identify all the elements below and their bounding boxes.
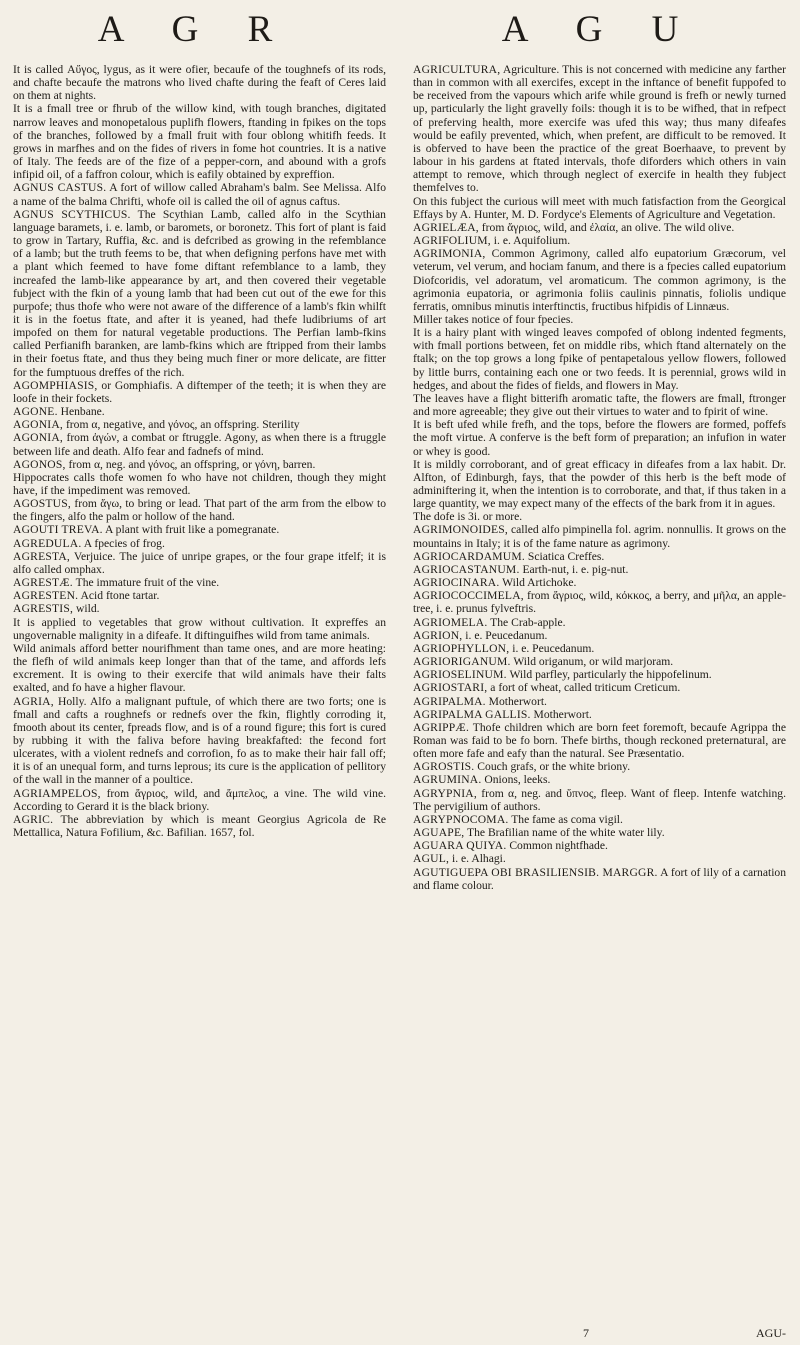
dictionary-entry [413, 563, 786, 576]
dictionary-entry [13, 379, 386, 405]
dictionary-entry [413, 760, 786, 773]
entry-text: Wild animals afford better nourifhment than tame ones, and are more heating: the flefh of wild animals keep longer than that of the tame, and affords lefs excrement. It is owing to their exercife that wild animals have their falts exalted, and fo have a higher flavour. [13, 641, 386, 695]
dictionary-entry [13, 431, 386, 457]
entry-headword: AGOSTUS, [13, 497, 71, 511]
entry-headword: AGOUTI TREVA. [13, 523, 103, 537]
entry-text: from ἄγριος, wild, and ἐλαία, an olive. The wild olive. [481, 220, 735, 234]
dictionary-entry [413, 326, 786, 392]
entry-text: i. e. Peucedanum. [465, 628, 548, 642]
dictionary-entry [413, 642, 786, 655]
entry-text: Wild origanum, or wild marjoram. [513, 655, 674, 669]
entry-text: called alfo pimpinella fol. agrim. nonnullis. It grows on the mountains in Italy; it is of the fame nature as agrimony. [413, 523, 786, 550]
dictionary-entry [13, 787, 386, 813]
entry-text: Thofe children which are born feet foremoft, becaufe Agrippa the Roman was faid to be fo born. Thefe births, though reckoned preternatural, are often more fafe and eafy than the natural. See Præsentatio. [413, 720, 786, 761]
dictionary-entry [413, 221, 786, 234]
page-footer [413, 1326, 786, 1342]
dictionary-entry [413, 839, 786, 852]
dictionary-entry [413, 247, 786, 313]
dictionary-entry [413, 681, 786, 694]
entry-headword: AGNUS SCYTHICUS. [13, 207, 131, 221]
dictionary-entry [13, 405, 386, 418]
entry-headword: AGRUMINA. [413, 773, 482, 787]
entry-text: It is a fmall tree or fhrub of the willow kind, with tough branches, digitated narrow leaves and monopetalous puplifh flowers, ftanding in fpikes on the tops of the branches, followed by a fmall fruit with four oblong whitifh feeds. It grows in marfhes and on the fides of rivers in fome hot countries. It is a native of Italy. The feeds are of the fize of a pepper-corn, and abound with a grofs infipid oil, of a faffron colour, which is eafily obtained by expreffion. [13, 102, 386, 182]
entry-headword: AGRESTÆ. [13, 576, 73, 590]
dictionary-entry [13, 616, 386, 642]
entry-text: Common nightfhade. [509, 839, 608, 853]
entry-headword: AGRYPNIA, [413, 786, 477, 800]
dictionary-entry [13, 181, 386, 207]
entry-text: A plant with fruit like a pomegranate. [105, 523, 280, 537]
entry-text: The Crab-apple. [490, 615, 566, 629]
entry-headword: AGRIOCASTANUM. [413, 562, 520, 576]
entry-text: Agriculture. This is not concerned with medicine any farther than in common with all exercifes, except in the inftance of benefit fuppofed to be received from the vapours which arife while ground is frefh or newly turned up, particularly the light gravelly foils: though it is to be wifhed, that in refpect of preferving health, more exercife was ufed this way; thus many difeafes would be eafily prevented, which, when prefent, are difficult to be removed. It is obferved to have been the practice of the great Boerhaave, to prevent by labour in his gardens at ftated intervals, thofe diforders which others in vain attempt to remove, which through neglect of exercife in health they fubject themfelves to. [413, 63, 786, 195]
catchword: AGU- [756, 1326, 786, 1340]
entry-text: from ἄγριος, wild, κόκκος, a berry, and μῆλα, an apple-tree, i. e. prunus fylveftris. [413, 589, 786, 616]
entry-text: A fpecies of frog. [83, 536, 165, 550]
entry-headword: AGRICULTURA, [413, 63, 501, 76]
entry-text: Hippocrates calls thofe women fo who have not children, though they might have, if the impediment was removed. [13, 470, 386, 497]
entry-text: It is mildly corroborant, and of great efficacy in difeafes from a lax habit. Dr. Alfton, of Edinburgh, fays, that the powder of this herb is the beft mode of adminiftering it, when the intention is to corroborate, and that, if thus taken in a large quantity, we may expect many of the effects of the bark from it in agues. [413, 457, 786, 511]
entry-text: Couch grafs, or the white briony. [477, 760, 631, 774]
dictionary-entry [13, 813, 386, 839]
dictionary-entry [13, 589, 386, 602]
entry-text: Motherwort. [533, 707, 592, 721]
running-header [0, 8, 800, 48]
entry-headword: AGOMPHIASIS, [13, 378, 98, 392]
entry-text: Miller takes notice of four fpecies. [413, 312, 574, 326]
dictionary-entry [413, 721, 786, 760]
entry-headword: AGNUS CASTUS. [13, 181, 107, 195]
entry-text: The leaves have a flight bitterifh aromatic tafte, the flowers are fmall, ftronger and more agreeable; they give out their virtues to water and to fpirit of wine. [413, 391, 786, 419]
dictionary-entry [413, 866, 786, 892]
dictionary-entry [413, 773, 786, 786]
dictionary-entry [13, 695, 386, 787]
dictionary-entry [413, 234, 786, 247]
entry-headword: AGRIOMELA. [413, 615, 488, 629]
entry-text: or Gomphiafis. A diftemper of the teeth; it is when they are loofe in their fockets. [13, 378, 386, 405]
left-column [13, 63, 386, 1335]
entry-text: Holly. Alfo a malignant puftule, of which there are two forts; one is fmall and cafts a roughnefs or rednefs over the fkin, flightly corroding it, fmooth about its center, fpreads flow, and is of a round figure; this fort is cured by rubbing it with the faliva before having breakfafted: the fecond fort ulcerates, with a violent rednefs and corrofion, fo as to make their hair fall off; it is of an unequal form, and turns leprous; its cure is the application of pellitory of the wall in the manner of a poultice. [13, 694, 386, 787]
entry-text: Verjuice. The juice of unripe grapes, or the four grape itfelf; it is alfo called omphax. [13, 549, 386, 576]
dictionary-entry [13, 523, 386, 536]
entry-text: i. e. Alhagi. [452, 852, 506, 866]
dictionary-entry [413, 418, 786, 457]
dictionary-entry [413, 708, 786, 721]
entry-text: On this fubject the curious will meet with much fatisfaction from the Georgical Effays by A. Hunter, M. D. Fordyce's Elements of Agriculture and Vegetation. [413, 194, 786, 221]
dictionary-entry [413, 852, 786, 865]
entry-headword: AGRYPNOCOMA. [413, 812, 509, 826]
entry-text: It is beft ufed while frefh, and the tops, before the flowers are formed, poffefs the moft virtue. A conferve is the beft form of preparation; an infufion in water or whey is good. [413, 418, 786, 458]
entry-headword: AGRIAMPELOS, [13, 786, 101, 800]
entry-text: Wild Artichoke. [502, 576, 577, 590]
dictionary-entry [13, 642, 386, 695]
entry-headword: AGONIA, [13, 418, 64, 432]
entry-headword: AGRIA, [13, 694, 54, 708]
dictionary-entry [13, 63, 386, 102]
entry-text: Acid ftone tartar. [80, 589, 160, 603]
entry-text: a fort of wheat, called triticum Creticum. [490, 681, 681, 695]
entry-text: The dofe is 3i. or more. [413, 510, 523, 524]
dictionary-entry [13, 537, 386, 550]
entry-text: It is called Αὔγος, lygus, as it were ofier, becaufe of the toughnefs of its rods, and chafte becaufe the matrons who lived chafte during the feaft of Ceres laid on them at nights. [13, 63, 386, 103]
dictionary-entry [413, 523, 786, 549]
entry-text: Onions, leeks. [484, 773, 551, 787]
entry-text: wild. [76, 602, 100, 616]
dictionary-entry [413, 550, 786, 563]
entry-headword: AGONOS, [13, 457, 66, 471]
entry-text: It is a hairy plant with winged leaves compofed of oblong indented fegments, with fmall portions between, fet on middle ribs, which ftand alternately on the ftalk; on the top grows a long fpike of pentapetalous yellow flowers, followed by little burrs, containing each one or two feeds. It is perennial, grows wild in hedges, and about the fides of fields, and flowers in May. [413, 326, 786, 392]
entry-text: i. e. Peucedanum. [512, 641, 595, 655]
entry-text: The immature fruit of the vine. [75, 576, 220, 590]
entry-headword: AGROSTIS. [413, 760, 475, 774]
entry-headword: AGONIA, [13, 431, 64, 445]
entry-headword: AGUL, [413, 852, 450, 866]
dictionary-entry [413, 668, 786, 681]
dictionary-entry [413, 616, 786, 629]
dictionary-entry [413, 576, 786, 589]
entry-headword: AGRESTEN. [13, 589, 79, 603]
entry-headword: AGRIOCARDAMUM. [413, 549, 525, 563]
entry-headword: AGRIMONOIDES, [413, 523, 509, 537]
entry-text: Motherwort. [488, 694, 547, 708]
entry-text: It is applied to vegetables that grow without cultivation. It expreffes an ungovernable malignity in a difeafe. It diftinguifhes wild from tame animals. [13, 615, 386, 642]
page-number: 7 [583, 1326, 589, 1340]
dictionary-entry [13, 497, 386, 523]
dictionary-entry [413, 589, 786, 615]
entry-text: i. e. Aquifolium. [493, 234, 571, 248]
entry-headword: AGRIOCOCCIMELA, [413, 589, 524, 603]
entry-headword: AGRIPPÆ. [413, 720, 470, 734]
entry-headword: AGRIFOLIUM, [413, 234, 491, 248]
entry-headword: AGRIELÆA, [413, 220, 479, 234]
dictionary-entry [413, 826, 786, 839]
right-column [413, 63, 786, 1335]
entry-headword: AGUTIGUEPA OBI BRASILIENSIB. MARGGR. [413, 865, 658, 879]
entry-headword: AGRION, [413, 628, 463, 642]
entry-headword: AGRIOSTARI, [413, 681, 488, 695]
entry-headword: AGRIOPHYLLON, [413, 641, 510, 655]
dictionary-entry [13, 550, 386, 576]
entry-text: Henbane. [60, 405, 105, 419]
dictionary-entry [13, 576, 386, 589]
entry-headword: AGRIPALMA GALLIS. [413, 707, 531, 721]
dictionary-entry [13, 102, 386, 181]
entry-headword: AGRESTIS, [13, 602, 74, 616]
entry-headword: AGRIMONIA, [413, 247, 486, 261]
entry-headword: AGRESTA, [13, 549, 71, 563]
entry-text: The abbreviation by which is meant Georgius Agricola de Re Mettallica, Natura Fofilium, &c. Bafilian. 1657, fol. [13, 812, 386, 840]
entry-headword: AGUARA QUIYA. [413, 839, 507, 853]
header-right-letters: A G U [501, 9, 699, 50]
entry-text: A fort of willow called Abraham's balm. See Melissa. Alfo a name of the balma Chrifti, whofe oil is called the oil of agnus caftus. [13, 181, 386, 208]
dictionary-entry [413, 458, 786, 511]
dictionary-entry [13, 208, 386, 379]
entry-text: from α, neg. and ὕπνος, fleep. Want of fleep. Intenfe watching. The pervigilium of authors. [413, 786, 786, 813]
entry-headword: AGRIOCINARA. [413, 576, 500, 590]
entry-text: from α, neg. and γόνος, an offspring, or γόνη, barren. [68, 457, 316, 471]
dictionary-entry [413, 392, 786, 418]
dictionary-entry [413, 629, 786, 642]
dictionary-entry [13, 418, 386, 431]
entry-text: from α, negative, and γόνος, an offspring. Sterility [65, 418, 300, 432]
header-left-letters: A G R [97, 9, 293, 50]
entry-headword: AGUAPE, [413, 826, 465, 840]
entry-text: The Brafilian name of the white water lily. [467, 826, 665, 840]
entry-headword: AGRIOSELINUM. [413, 668, 507, 682]
dictionary-entry [413, 510, 786, 523]
dictionary-entry [13, 458, 386, 471]
entry-text: The Scythian Lamb, called alfo in the Scythian language baramets, i. e. lamb, or baromets, or boronetz. This fort of plant is faid to grow in Tartary, Ruffia, &c. and is defcribed as growing in the refemblance of a lamb; but the truth feems to be, that when defigning perfons have met with a plant which feemed to have fome diftant refemblance to a lamb, they increafed the lamb-like appearance by art, and then covered their vegetable fubject with the fkin of a young lamb that had been cut out of the ewe for this purpofe; thus thofe who were not aware of the difference of a lamb's fkin whilft it is in the foetus ftate, and after it is yeaned, had thefe ludibriums of art impofed on them for natural vegetable productions. The Perfian lamb-fkins called Perfianifh baranken, are lamb-fkins which are ftripped from their lambs in their foetus ftate, and thus they being much finer or more delicate, are fitter for the fumptuous dreffes of the rich. [13, 207, 386, 379]
dictionary-entry [413, 655, 786, 668]
entry-text: Sciatica Creffes. [527, 549, 605, 563]
dictionary-entry [413, 195, 786, 221]
dictionary-entry [13, 602, 386, 615]
entry-text: from ἄγριος, wild, and ἄμπελος, a vine. The wild vine. According to Gerard it is the black briony. [13, 786, 386, 813]
dictionary-entry [413, 787, 786, 813]
entry-headword: AGONE. [13, 405, 58, 419]
entry-text: The fame as coma vigil. [511, 812, 623, 826]
dictionary-entry [413, 695, 786, 708]
entry-headword: AGRIC. [13, 812, 54, 826]
entry-headword: AGREDULA. [13, 536, 82, 550]
dictionary-entry [413, 63, 786, 195]
entry-text: A fort of lily of a carnation and flame colour. [413, 865, 786, 892]
dictionary-entry [13, 471, 386, 497]
entry-headword: AGRIORIGANUM. [413, 655, 511, 669]
entry-text: from ἄγω, to bring or lead. That part of the arm from the elbow to the fingers, alfo the palm or hollow of the hand. [13, 497, 386, 524]
dictionary-entry [413, 813, 786, 826]
entry-text: Earth-nut, i. e. pig-nut. [522, 562, 629, 576]
dictionary-entry [413, 313, 786, 326]
entry-headword: AGRIPALMA. [413, 694, 486, 708]
entry-text: from ἀγών, a combat or ftruggle. Agony, as when there is a ftruggle between life and death. Alfo fear and fadnefs of mind. [13, 431, 386, 458]
entry-text: Common Agrimony, called alfo eupatorium Græcorum, vel veterum, vel verum, and hociam fanum, and there is a fpecies called eupatorium Diofcoridis, vel adoratum, vel aromaticum. The common agrimony, is the agrimonia eupatoria, or agrimonia foliis caulinis pinnatis, foliolis undique ferratis, omnibus minutis interftinctis, fructibus hifpidis of Linnæus. [413, 247, 786, 313]
entry-text: Wild parfley, particularly the hippofelinum. [509, 668, 712, 682]
